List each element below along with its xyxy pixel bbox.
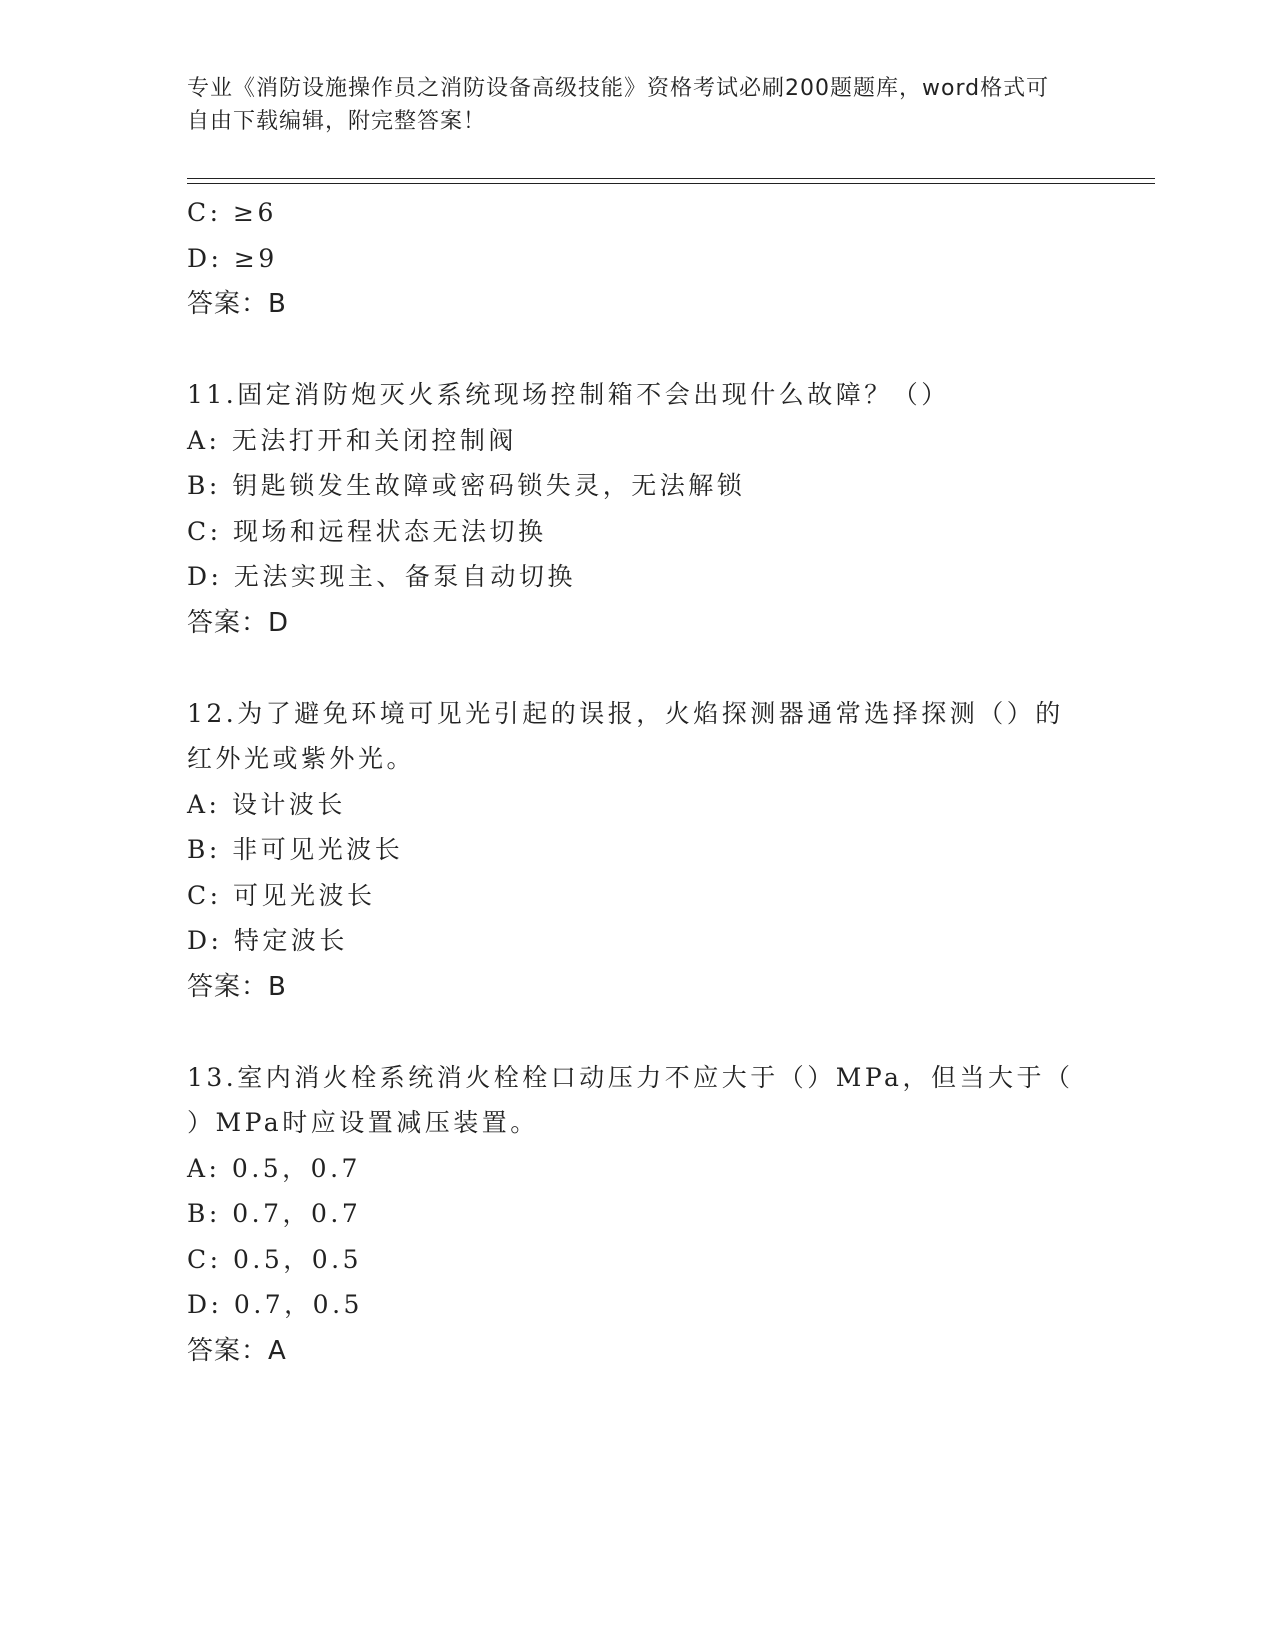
option-d: D: 特定波长 (187, 926, 348, 955)
question-list (187, 190, 1087, 1374)
header-rule-bottom (187, 183, 1155, 184)
answer: 答案：A (187, 1335, 287, 1366)
spacer (187, 646, 1087, 691)
option-a: A: 无法打开和关闭控制阀 (187, 425, 517, 455)
question-12 (187, 691, 1087, 1010)
option-b: B: 非可见光波长 (187, 835, 404, 864)
spacer (187, 1010, 1087, 1055)
document-header (187, 72, 1067, 138)
spacer (187, 327, 1087, 372)
answer: 答案：B (187, 971, 287, 1002)
question-stem-line-2: 红外光或紫外光。 (187, 744, 416, 773)
option-d: D: ≥9 (187, 243, 278, 273)
option-a: A: 设计波长 (187, 789, 346, 819)
question-10-tail (187, 190, 1087, 327)
question-stem: 11.固定消防炮灭火系统现场控制箱不会出现什么故障？（） (187, 380, 950, 409)
question-13 (187, 1055, 1087, 1374)
option-a: A: 0.5，0.7 (187, 1153, 361, 1183)
option-d: D: 无法实现主、备泵自动切换 (187, 562, 576, 591)
answer: 答案：B (187, 289, 287, 319)
question-stem-line-2: ）MPa时应设置减压装置。 (187, 1108, 539, 1137)
option-b: B: 0.7，0.7 (187, 1199, 362, 1228)
question-11 (187, 372, 1087, 646)
option-c: C: 可见光波长 (187, 880, 376, 910)
option-d: D: 0.7，0.5 (187, 1290, 363, 1319)
option-b: B: 钥匙锁发生故障或密码锁失灵，无法解锁 (187, 471, 746, 500)
option-c: C: 现场和远程状态无法切换 (187, 516, 547, 546)
question-stem-line-1: 13.室内消火栓系统消火栓栓口动压力不应大于（）MPa，但当大于（ (187, 1062, 1074, 1092)
option-c: C: 0.5，0.5 (187, 1244, 363, 1274)
question-stem-line-1: 12.为了避免环境可见光引起的误报，火焰探测器通常选择探测（）的 (187, 698, 1064, 728)
option-c: C: ≥6 (187, 198, 277, 227)
answer: 答案：D (187, 607, 290, 638)
header-text: 专业《消防设施操作员之消防设备高级技能》资格考试必刷200题题库，word格式可自由下载编辑，附完整答案！ (187, 76, 1050, 134)
header-rule-top (187, 178, 1155, 179)
